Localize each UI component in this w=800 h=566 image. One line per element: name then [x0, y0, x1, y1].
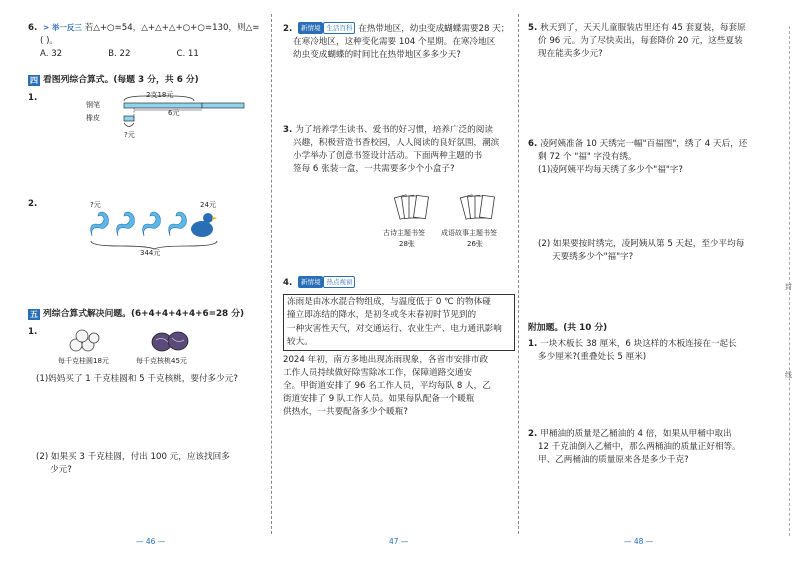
question-line: 价 96 元。为了尽快卖出，每套降价 20 元，这些夏装	[538, 35, 743, 46]
section-title: 看图列综合算式。(每题 3 分，共 6 分)	[43, 75, 199, 85]
tag-hot-topic: 热点视窗	[323, 276, 355, 288]
sub-question-2	[36, 451, 268, 477]
extra-question-2: 2. 甲桶油的质量是乙桶油的 4 倍，如果从甲桶中取出 12 千克油倒入乙桶中，那么两桶油的质量正好相等。 甲、乙两桶油的质量原来各是多少千克?	[528, 428, 766, 467]
sub-question-2-line1: (2) 如果买 3 千克桂圆，付出 100 元，应该找回多	[36, 452, 230, 462]
column-divider-2	[518, 14, 519, 534]
section-5-header	[28, 308, 244, 321]
question-line: 剩 72 个 "福" 字没有绣。	[538, 151, 637, 162]
longan-icon	[64, 326, 104, 354]
choice-a: A. 32	[40, 48, 63, 59]
mid-label: 6元	[168, 109, 180, 117]
walnut-icon	[148, 326, 192, 354]
sub-question-1: (1)凌阿姨平均每天绣了多少个"福"字?	[538, 164, 683, 175]
row-label-pen: 钢笔	[86, 101, 100, 109]
walnut-price: 每千克核桃45元	[136, 357, 187, 365]
question-line: 幼虫变成蝴蝶的时间比在热带地区多多少天?	[293, 49, 461, 60]
question-line: 甲桶油的质量是乙桶油的 4 倍，如果从甲桶中取出	[540, 429, 732, 439]
question-line: 在热带地区，幼虫变成蝴蝶需要28 天；	[358, 24, 510, 34]
segment-diagram	[86, 92, 246, 148]
question-text: 若△+○=54，△+△+△+○+○=130，则△=	[84, 23, 260, 33]
bar-top-label: 2支18元	[146, 91, 174, 99]
question-number: 6.	[528, 139, 538, 149]
swan-1	[91, 212, 109, 236]
question-6	[528, 138, 766, 177]
question-line: 现在能卖多少元?	[538, 48, 603, 59]
sub-question-1: (1)妈妈买了 1 千克桂圆和 5 千克核桃，要付多少元?	[36, 374, 238, 384]
right-price-label: 24元	[200, 201, 216, 209]
question-number: 1.	[28, 93, 38, 103]
row-label-eraser: 橡皮	[86, 114, 100, 122]
page-47	[283, 0, 515, 566]
bookmark-1-caption: 古诗主题书签	[383, 229, 425, 237]
extra-section-header: 附加题。(共 10 分)	[528, 323, 608, 333]
question-3	[283, 124, 515, 176]
longan-price: 每千克桂圆18元	[58, 357, 109, 365]
tag-label: > 举一反三	[42, 23, 82, 32]
info-line: 一种灾害性天气，对交通运行、农业生产、电力通讯影响	[287, 323, 502, 334]
question-number: 4.	[283, 278, 293, 288]
section-title: 列综合算式解决问题。(6+4+4+4+4+6=28 分)	[43, 309, 245, 319]
question-number: 5.	[528, 23, 538, 33]
page-number: — 48 —	[624, 537, 654, 546]
question-line: 凌阿姨准备 10 天绣完一幅"百福图"，绣了 4 天后，还	[540, 139, 748, 149]
question-line: 在寒冷地区，这种变化需要 104 个星期。在寒冷地区	[293, 36, 496, 47]
sub-question-2-line2: 天要绣多少个"福"字?	[552, 251, 634, 262]
question-6	[28, 22, 268, 61]
swan-4	[169, 212, 187, 236]
info-line: 较大。	[287, 336, 313, 347]
page-48	[528, 0, 766, 566]
total-label: 344元	[140, 249, 161, 257]
question-number: 2.	[28, 199, 38, 209]
swan-row	[88, 206, 218, 242]
swan-2	[117, 212, 135, 236]
bookmark-2-caption: 成语故事主题书签	[441, 229, 497, 237]
product-images	[44, 326, 244, 370]
column-divider-1	[271, 14, 272, 534]
bookmark-stack-2-icon	[459, 194, 499, 226]
question-number: 1.	[28, 327, 38, 337]
section-4-header	[28, 74, 199, 87]
info-line: 冻雨是由冰水混合物组成，与温度低于 0 ℃ 的物体碰	[287, 296, 491, 307]
info-box	[283, 294, 515, 351]
bookmark-2-count: 26张	[467, 240, 483, 248]
question-line: 秋天到了，天天儿童服装店里还有 45 套夏装，每套原	[540, 23, 746, 33]
question-line: 全。甲街道安排了 96 名工作人员，平均每队 8 人，乙	[283, 380, 491, 391]
figure-1	[28, 92, 268, 148]
extra-question-1: 1. 一块木板长 38 厘米，6 块这样的木板连接在一起长 多少厘米?(重叠处长 5 厘米)	[528, 338, 766, 364]
choice-list	[28, 48, 268, 61]
page-number: 47 —	[389, 537, 409, 546]
question-number: 3.	[283, 125, 293, 135]
question-number: 2.	[283, 24, 293, 34]
page-46	[28, 0, 268, 566]
sub-question-2-line2: 少元?	[50, 464, 72, 475]
binding-line	[789, 26, 790, 536]
question-line: 签每 6 张装一盒，一共需要多少个小盒子?	[293, 163, 455, 174]
left-price-label: ?元	[90, 201, 101, 209]
figure-2	[28, 198, 268, 262]
tag-new-context: 新情境	[298, 276, 324, 288]
question-line: 供热水，一共要配备多少个暖瓶?	[283, 406, 408, 417]
question-5	[528, 22, 766, 61]
duck-icon	[191, 213, 217, 237]
answer-blank: ( )。	[40, 35, 59, 46]
question-4	[283, 276, 515, 419]
question-line: 工作人员持续做好除雪除冰工作，保障道路交通安	[283, 368, 473, 379]
swan-3	[143, 212, 161, 236]
question-line: 街道安排了 9 队工作人员。如果每队配备一个暖瓶	[283, 393, 475, 404]
choice-b: B. 22	[108, 48, 131, 59]
info-line: 撞立即冻结的降水，是初冬或冬末春初时节见到的	[287, 310, 477, 321]
binding-text-line: 线	[785, 371, 792, 379]
tag-new-context: 新情境	[298, 22, 324, 34]
bookmark-1-count: 28张	[399, 240, 415, 248]
question-line: 12 千克油倒入乙桶中，那么两桶油的质量正好相等。	[538, 441, 741, 452]
tag-encyclopedia: 生活百科	[323, 22, 355, 34]
question-line: 小学举办了创意书签设计活动。下面两种主题的书	[293, 150, 483, 161]
choice-c: C. 11	[176, 48, 199, 59]
sub-question-2-line1: (2) 如果要按时绣完，凌阿姨从第 5 天起，至少平均每	[538, 239, 745, 249]
question-line: 2024 年初，南方多地出现冻雨现象，各省市安排市政	[283, 355, 489, 366]
question-number: 6.	[28, 23, 38, 33]
question-line: 为了培养学生读书、爱书的好习惯，培养广泛的阅读	[295, 125, 493, 135]
question-line: 多少厘米?(重叠处长 5 厘米)	[538, 351, 647, 362]
binding-text-seal: 封	[785, 283, 792, 291]
bookmark-stack-1-icon	[393, 194, 433, 226]
page-number: — 46 —	[136, 537, 166, 546]
section-badge: 五	[30, 310, 38, 319]
question-2	[283, 22, 515, 62]
bottom-label: ?元	[124, 131, 135, 139]
question-line: 甲、乙两桶油的质量原来各是多少千克?	[538, 454, 689, 465]
section-badge: 四	[30, 76, 38, 85]
question-6-sub-2	[538, 238, 766, 264]
question-line: 一块木板长 38 厘米，6 块这样的木板连接在一起长	[540, 339, 737, 349]
question-line: 兴趣，积极营造书香校园，人人阅读的良好氛围，潮滨	[293, 137, 500, 148]
bookmark-images	[383, 194, 513, 256]
